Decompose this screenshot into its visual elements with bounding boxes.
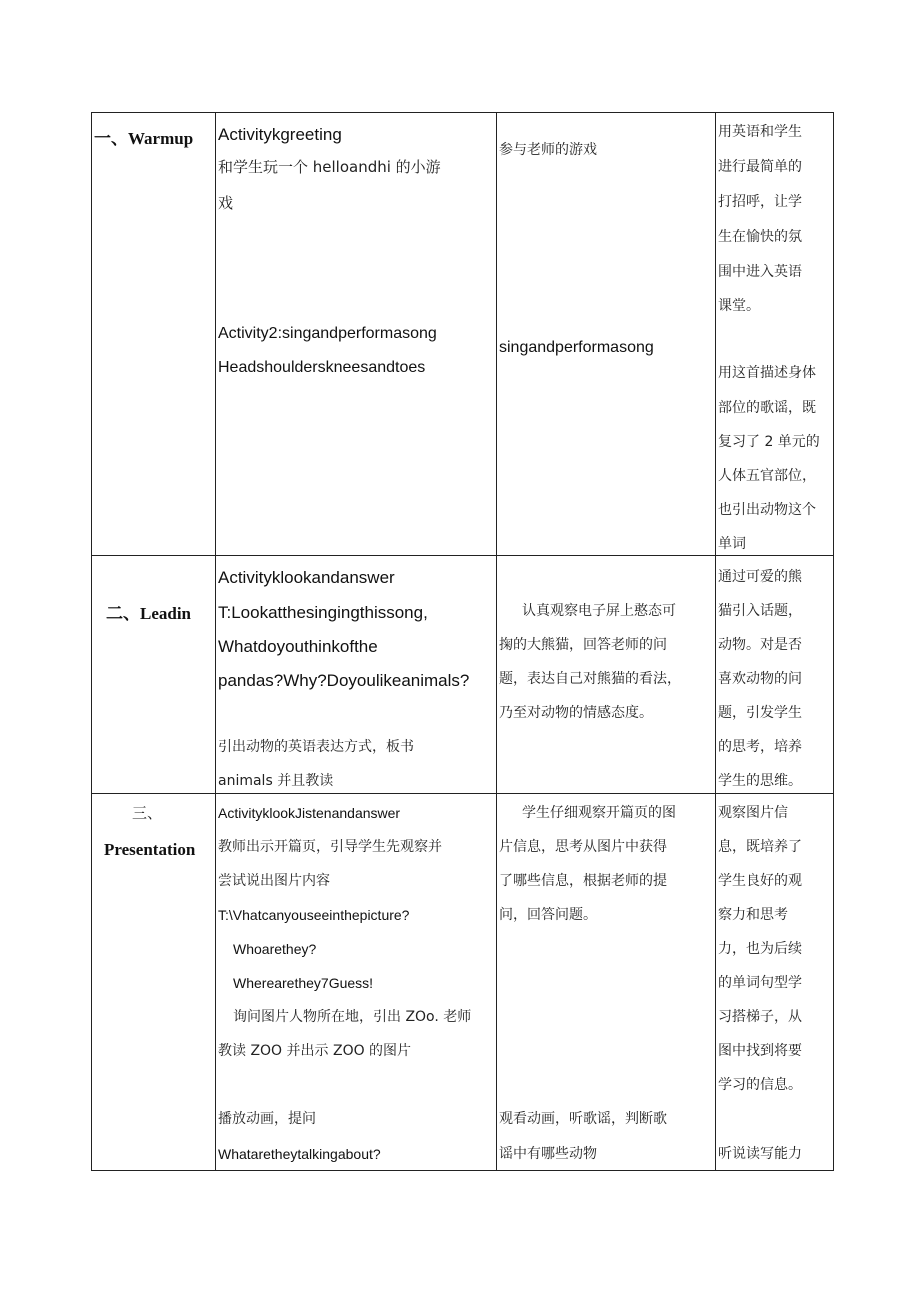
purpose-line: 题，引发学生 bbox=[718, 705, 802, 721]
student-line: 学生仔细观察开篇页的图 bbox=[522, 805, 676, 821]
stage-cell bbox=[92, 794, 216, 1171]
teacher-line: pandas?Why?Doyoulikeanimals? bbox=[218, 671, 470, 690]
purpose-line: 动物。对是否 bbox=[718, 637, 802, 653]
row-warmup bbox=[92, 113, 834, 556]
purpose-line: 部位的歌谣，既 bbox=[718, 400, 816, 416]
purpose-line: 听说读写能力 bbox=[718, 1146, 802, 1162]
teacher-line: ActivityklookJistenandanswer bbox=[218, 805, 401, 821]
purpose-cell bbox=[716, 794, 834, 1171]
teacher-line: 询问图片人物所在地，引出 ZOo. 老师 bbox=[233, 1009, 472, 1025]
teacher-line: T:\Vhatcanyouseeinthepicture? bbox=[218, 907, 410, 923]
teacher-line: 教师出示开篇页，引导学生先观察并 bbox=[218, 839, 442, 855]
purpose-line: 也引出动物这个 bbox=[718, 502, 816, 518]
student-line: 观看动画，听歌谣，判断歌 bbox=[499, 1111, 667, 1127]
purpose-line: 单词 bbox=[718, 536, 746, 552]
row-presentation bbox=[92, 794, 834, 1171]
purpose-line: 用这首描述身体 bbox=[718, 365, 816, 381]
student-activity-cell bbox=[497, 556, 716, 794]
stage-cell bbox=[92, 113, 216, 556]
teacher-line: 播放动画，提问 bbox=[218, 1111, 316, 1127]
purpose-line: 复习了 2 单元的 bbox=[718, 434, 820, 450]
purpose-line: 学生的思维。 bbox=[718, 773, 802, 789]
purpose-line: 的思考，培养 bbox=[718, 739, 802, 755]
teacher-line: Activitykgreeting bbox=[218, 125, 342, 144]
student-line: 认真观察电子屏上憨态可 bbox=[522, 603, 676, 619]
teacher-line: Wherearethey7Guess! bbox=[233, 975, 374, 991]
student-line: 谣中有哪些动物 bbox=[499, 1146, 597, 1162]
stage-label: 一、Warmup bbox=[94, 129, 194, 148]
purpose-line: 用英语和学生 bbox=[718, 124, 802, 140]
teacher-line: Whatdoyouthinkofthe bbox=[218, 637, 378, 656]
stage-label: Presentation bbox=[104, 840, 196, 859]
purpose-cell bbox=[716, 113, 834, 556]
teacher-line: 戏 bbox=[218, 194, 234, 212]
teacher-line: Headshoulderskneesandtoes bbox=[218, 359, 426, 376]
teacher-line: 尝试说出图片内容 bbox=[218, 873, 330, 889]
lesson-plan-table bbox=[91, 112, 834, 1171]
purpose-line: 学生良好的观 bbox=[718, 873, 802, 889]
teacher-line: 教读 ZOO 并出示 ZOO 的图片 bbox=[218, 1043, 412, 1059]
teacher-activity-cell bbox=[216, 113, 497, 556]
teacher-line: Activity2:singandperformasong bbox=[218, 325, 437, 342]
student-line: 问，回答问题。 bbox=[499, 907, 597, 923]
student-activity-cell bbox=[497, 794, 716, 1171]
student-activity-cell bbox=[497, 113, 716, 556]
student-line: 题，表达自己对熊猫的看法， bbox=[499, 671, 681, 687]
stage-cell bbox=[92, 556, 216, 794]
purpose-line: 打招呼，让学 bbox=[718, 194, 802, 210]
student-line: 掬的大熊猫，回答老师的问 bbox=[499, 637, 667, 653]
teacher-line: Whoarethey? bbox=[233, 941, 317, 957]
purpose-line: 图中找到将要 bbox=[718, 1043, 802, 1059]
purpose-line: 息，既培养了 bbox=[718, 839, 802, 855]
purpose-line: 生在愉快的氛 bbox=[718, 229, 802, 245]
teacher-activity-cell bbox=[216, 556, 497, 794]
purpose-line: 喜欢动物的问 bbox=[718, 671, 802, 687]
teacher-line: 引出动物的英语表达方式，板书 bbox=[218, 739, 414, 755]
row-leadin bbox=[92, 556, 834, 794]
purpose-cell bbox=[716, 556, 834, 794]
purpose-line: 通过可爱的熊 bbox=[718, 569, 802, 585]
purpose-line: 人体五官部位， bbox=[718, 468, 816, 484]
purpose-line: 的单词句型学 bbox=[718, 975, 802, 991]
purpose-line: 猫引入话题， bbox=[718, 603, 802, 619]
teacher-line: 和学生玩一个 helloandhi 的小游 bbox=[218, 158, 441, 176]
purpose-line: 进行最简单的 bbox=[718, 159, 802, 175]
teacher-line: Whataretheytalkingabout? bbox=[218, 1146, 381, 1162]
purpose-line: 学习的信息。 bbox=[718, 1077, 802, 1093]
purpose-line: 力，也为后续 bbox=[718, 941, 802, 957]
student-line: 参与老师的游戏 bbox=[499, 142, 597, 158]
teacher-line: T:Lookatthesingingthissong, bbox=[218, 603, 428, 622]
teacher-line: Activityklookandanswer bbox=[218, 568, 395, 587]
student-line: 乃至对动物的情感态度。 bbox=[499, 705, 653, 721]
stage-label: 二、Leadin bbox=[106, 604, 192, 623]
purpose-line: 课堂。 bbox=[718, 298, 760, 314]
purpose-line: 习搭梯子，从 bbox=[718, 1009, 802, 1025]
teacher-activity-cell bbox=[216, 794, 497, 1171]
student-line: 了哪些信息，根据老师的提 bbox=[499, 873, 667, 889]
purpose-line: 察力和思考 bbox=[718, 907, 788, 923]
student-line: 片信息，思考从图片中获得 bbox=[499, 839, 667, 855]
stage-number: 三、 bbox=[132, 804, 163, 822]
student-line: singandperformasong bbox=[499, 339, 654, 356]
purpose-line: 观察图片信 bbox=[718, 805, 788, 821]
purpose-line: 围中进入英语 bbox=[718, 264, 802, 280]
teacher-line: animals 并且教读 bbox=[218, 773, 334, 789]
